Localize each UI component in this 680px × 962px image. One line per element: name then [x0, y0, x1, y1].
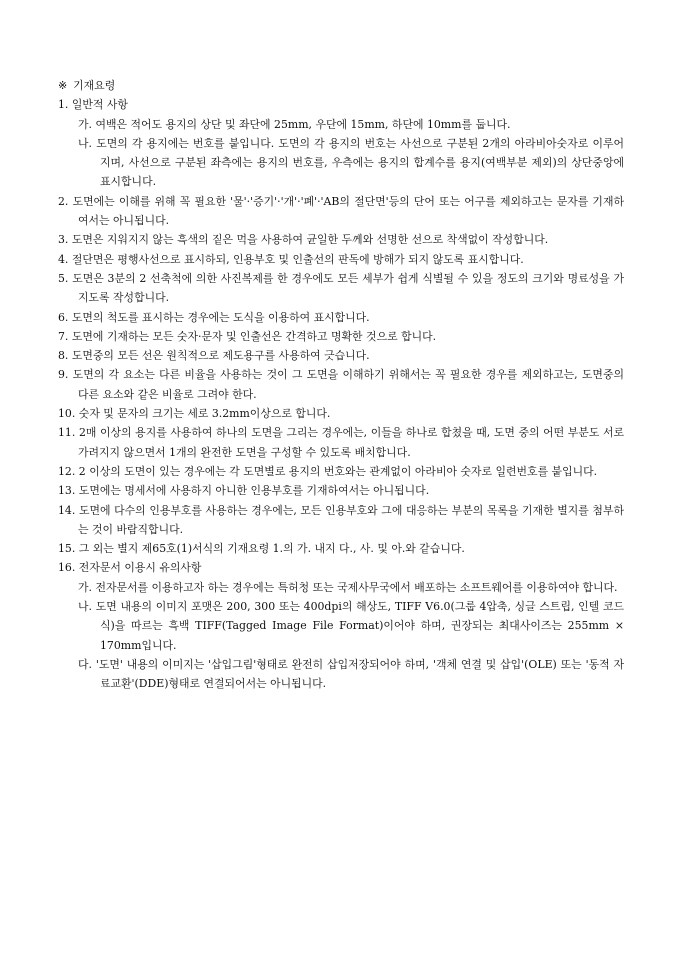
item-number: 4. [58, 252, 69, 266]
item-number: 11. [58, 426, 76, 440]
item-number: 14. [58, 503, 76, 517]
item-text: 도면의 각 요소는 다른 비율을 사용하는 것이 그 도면을 이해하기 위해서는 꼭 필요한 경우를 제외하고는, 도면중의 다른 요소와 같은 비율로 그려야 한다. [72, 368, 624, 401]
item-8 [58, 346, 624, 365]
item-6 [58, 308, 624, 327]
item-number: 3. [58, 233, 69, 247]
item-number: 2. [58, 194, 69, 208]
item-9 [58, 365, 624, 404]
item-text: 그 외는 별지 제65호(1)서식의 기재요령 1.의 가. 내지 다., 사. 및 아.와 같습니다. [78, 542, 465, 556]
sub-label: 나. [78, 136, 92, 150]
item-10 [58, 404, 624, 423]
item-text: 2매 이상의 용지를 사용하여 하나의 도면을 그리는 경우에는, 이들을 하나로 합쳤을 때, 도면 중의 어떤 부분도 서로 가려지지 않으면서 1개의 완전한 도면을 구성할 수 있도록 배치합니다. [78, 426, 624, 459]
item-text: 일반적 사항 [71, 98, 128, 112]
sub-label: 가. [78, 580, 92, 594]
reference-mark: ※ [58, 79, 68, 92]
item-16-sub-da [58, 655, 624, 694]
item-text: 도면에는 명세서에 사용하지 아니한 인용부호를 기재하여서는 아니됩니다. [78, 484, 430, 498]
item-number: 15. [58, 542, 76, 556]
item-11 [58, 423, 624, 462]
section-heading [58, 76, 624, 95]
sub-label: 가. [78, 117, 92, 131]
item-text: 도면은 지워지지 않는 흑색의 짙은 먹을 사용하여 균일한 두께와 선명한 선으로 착색없이 작성합니다. [71, 233, 549, 247]
item-14 [58, 501, 624, 540]
item-text: 도면은 3분의 2 선축척에 의한 사진복제를 한 경우에도 모든 세부가 쉽게 식별될 수 있을 정도의 크기와 명료성을 가지도록 작성합니다. [72, 271, 624, 305]
item-number: 8. [58, 349, 69, 363]
sub-label: 나. [78, 600, 92, 614]
item-5 [58, 269, 624, 308]
sub-text: 도면 내용의 이미지 포맷은 200, 300 또는 400dpi의 해상도, TIFF V6.0(그룹 4압축, 싱글 스트립, 인텔 코드식)을 따르는 흑백 TIFF(Tagged Image File Format)이어야 하며, 권장되는 최대사이즈는 255mm × 170mm입니다. [95, 600, 624, 652]
item-3 [58, 230, 624, 249]
item-text: 숫자 및 문자의 크기는 세로 3.2mm이상으로 합니다. [78, 407, 331, 421]
item-text: 2 이상의 도면이 있는 경우에는 각 도면별로 용지의 번호와는 관계없이 아라비아 숫자로 일련번호를 붙입니다. [78, 464, 598, 478]
item-2 [58, 192, 624, 231]
item-number: 1. [58, 98, 69, 112]
item-number: 16. [58, 561, 76, 575]
sub-text: 여백은 적어도 용지의 상단 및 좌단에 25mm, 우단에 15mm, 하단에 10mm를 둡니다. [95, 117, 511, 131]
sub-text: 전자문서를 이용하고자 하는 경우에는 특허청 또는 국제사무국에서 배포하는 소프트웨어를 이용하여야 합니다. [95, 580, 618, 594]
item-text: 도면의 척도를 표시하는 경우에는 도식을 이용하여 표시합니다. [71, 310, 370, 324]
sub-text: '도면' 내용의 이미지는 '삽입그림'형태로 완전히 삽입저장되어야 하며, '객체 연결 및 삽입'(OLE) 또는 '동적 자료교환'(DDE)형태로 연결되어서는 아니됩니다. [95, 657, 624, 691]
item-number: 10. [58, 407, 76, 421]
heading-title: 기재요령 [73, 79, 116, 92]
sub-text: 도면의 각 용지에는 번호를 붙입니다. 도면의 각 용지의 번호는 사선으로 구분된 2개의 아라비아숫자로 이루어지며, 사선으로 구분된 좌측에는 용지의 번호를, 우측에는 용지의 합계수를 용지(여백부분 제외)의 상단중앙에 표시합니다. [96, 136, 624, 189]
item-text: 도면에는 이해를 위해 꼭 필요한 '물'·'증기'·'개'·'폐'·'AB의 절단면'등의 단어 또는 어구를 제외하고는 문자를 기재하여서는 아니됩니다. [72, 194, 624, 228]
item-7 [58, 327, 624, 346]
item-text: 전자문서 이용시 유의사항 [78, 561, 202, 575]
item-number: 6. [58, 310, 69, 324]
item-number: 5. [58, 271, 69, 285]
item-number: 13. [58, 484, 76, 498]
item-text: 도면에 다수의 인용부호를 사용하는 경우에는, 모든 인용부호와 그에 대응하는 부분의 목록을 기재한 별지를 첨부하는 것이 바람직합니다. [78, 503, 624, 536]
instructions-body [58, 76, 624, 694]
item-1 [58, 95, 624, 114]
item-4 [58, 250, 624, 269]
item-16-sub-na [58, 597, 624, 655]
item-16-sub-ga [58, 578, 624, 597]
item-text: 도면중의 모든 선은 원칙적으로 제도용구를 사용하여 긋습니다. [71, 349, 370, 363]
item-text: 절단면은 평행사선으로 표시하되, 인용부호 및 인출선의 판독에 방해가 되지 않도록 표시합니다. [71, 252, 524, 266]
item-16 [58, 558, 624, 577]
item-number: 12. [58, 464, 76, 478]
sub-label: 다. [78, 657, 92, 671]
item-number: 7. [58, 329, 69, 343]
item-number: 9. [58, 368, 69, 382]
item-1-sub-ga [58, 115, 624, 134]
item-13 [58, 481, 624, 500]
item-15 [58, 539, 624, 558]
item-1-sub-na [58, 134, 624, 192]
item-text: 도면에 기재하는 모든 숫자·문자 및 인출선은 간격하고 명확한 것으로 합니다. [71, 329, 437, 343]
item-12 [58, 462, 624, 481]
